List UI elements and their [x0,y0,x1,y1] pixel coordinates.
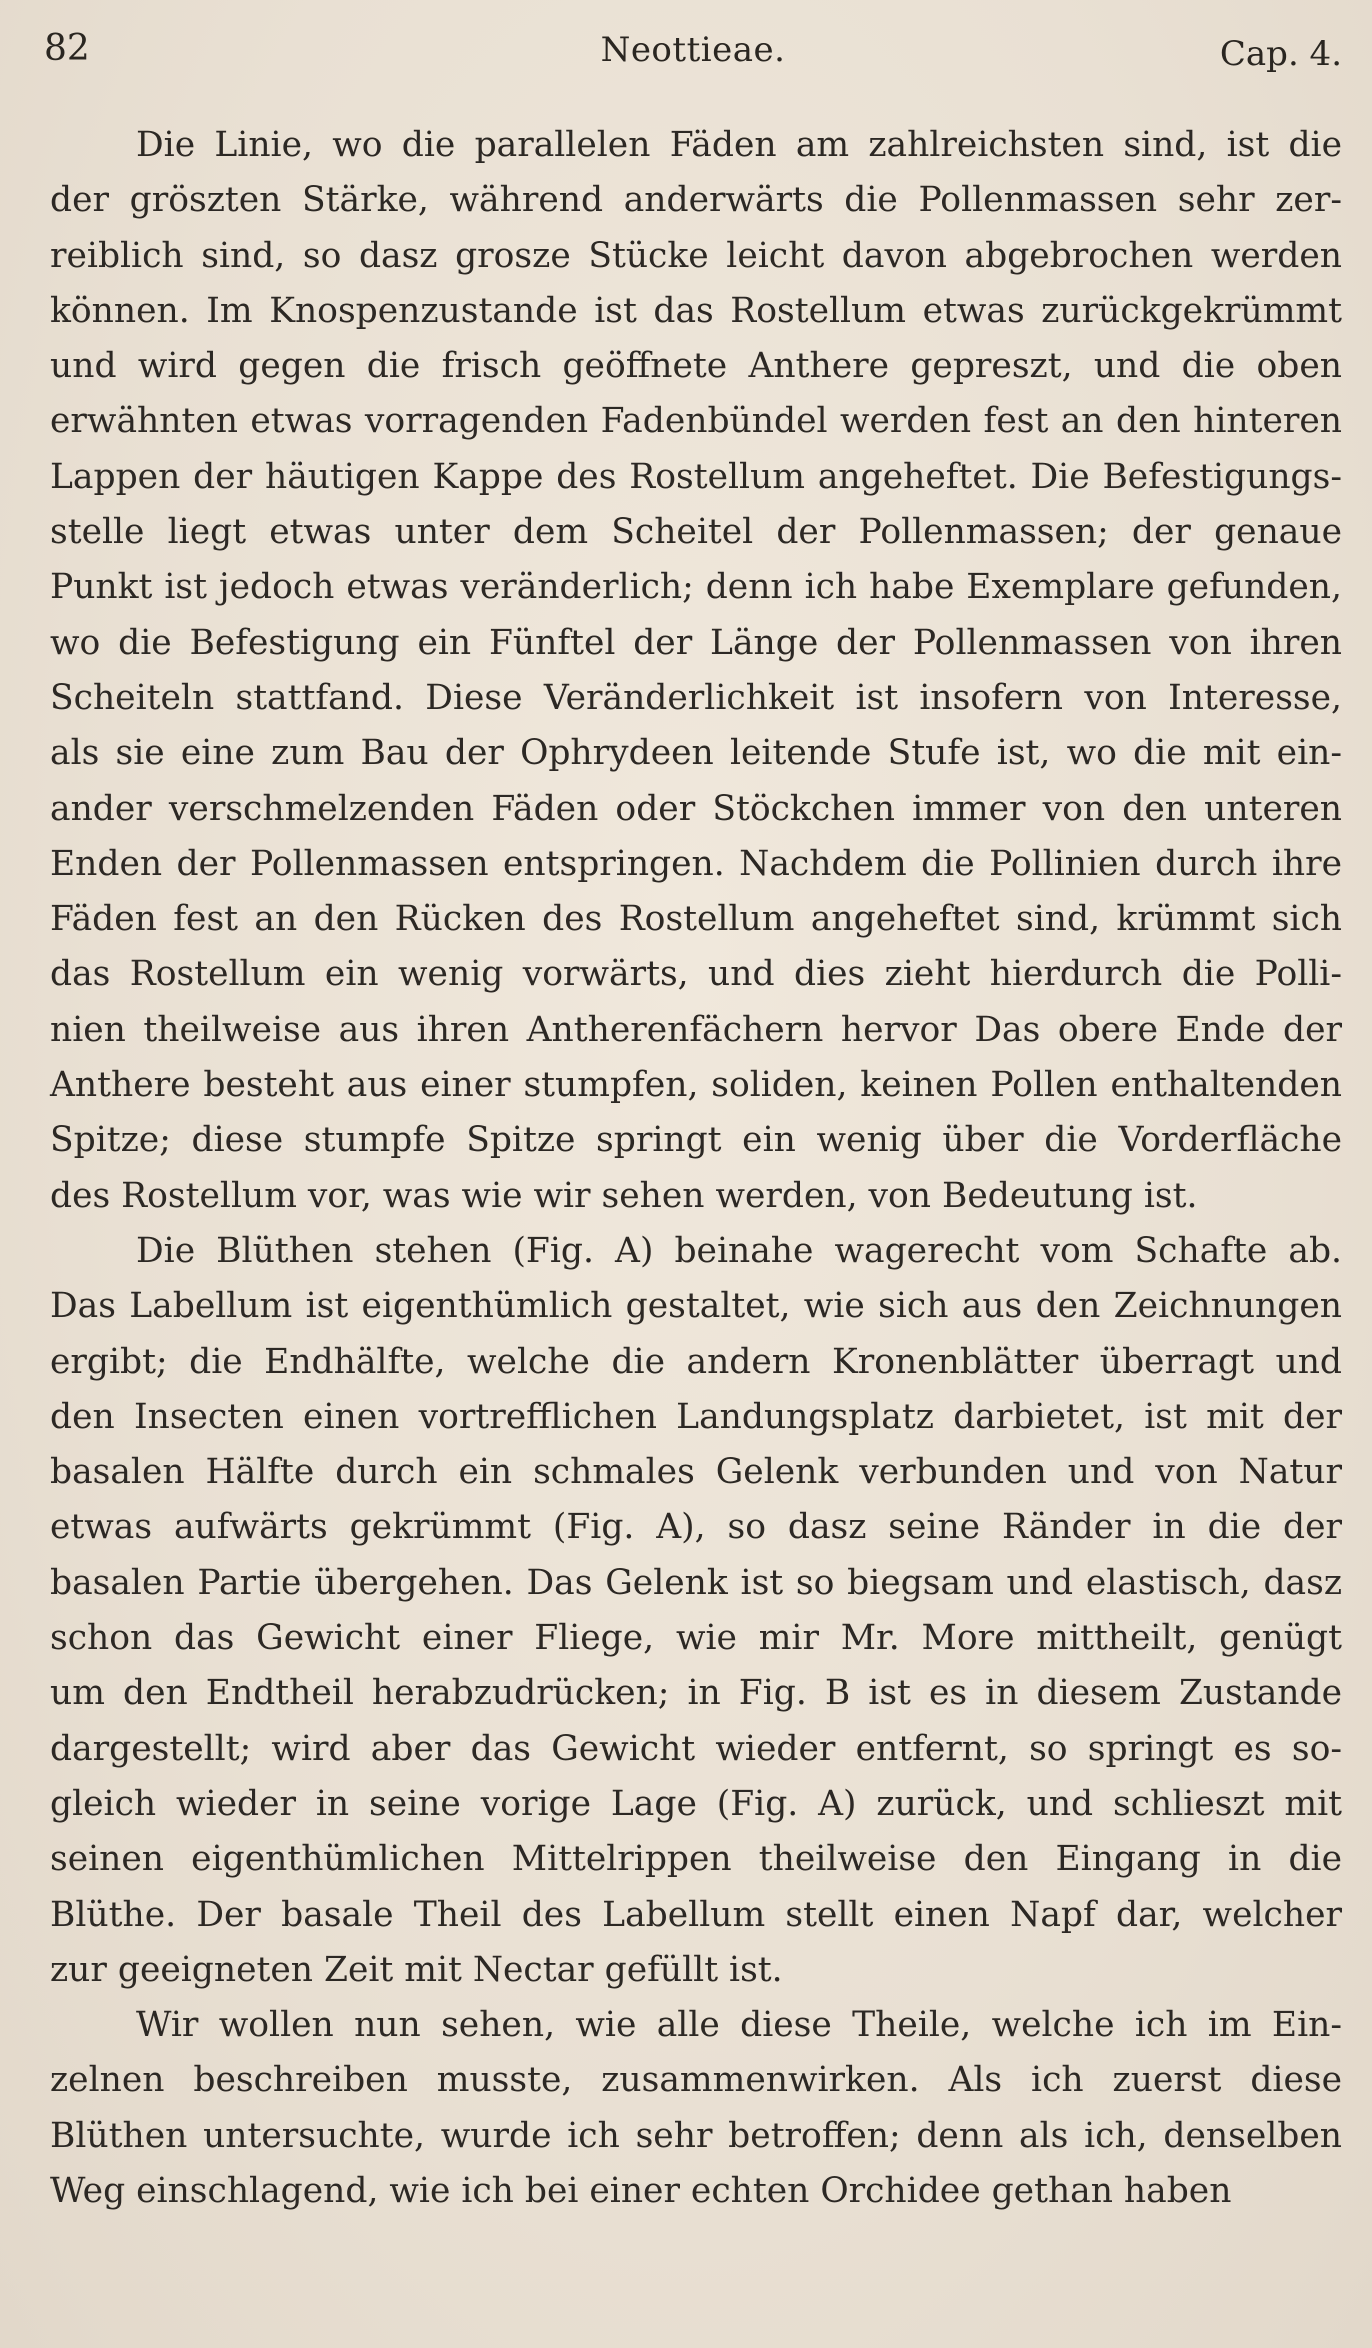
text-line: schon das Gewicht einer Fliege, wie mir Mr. More mittheilt, genügt [50,1618,1342,1659]
text-line: der gröszten Stärke, während anderwärts die Pollenmassen sehr zer- [50,180,1342,221]
text-line: Die Linie, wo die parallelen Fäden am zahlreichsten sind, ist die [136,125,1342,165]
text-line: des Rostellum vor, was wie wir sehen werden, von Bedeutung ist. [50,1175,1198,1216]
text-line: erwähnten etwas vorragenden Fadenbündel werden fest an den hinteren [50,401,1342,442]
text-line: Blüthe. Der basale Theil des Labellum stellt einen Napf dar, welcher [50,1894,1342,1935]
text-line: Scheiteln stattfand. Diese Veränderlichkeit ist insofern von Interesse, [50,677,1342,718]
text-line: nien theilweise aus ihren Antherenfächern hervor Das obere Ende der [50,1009,1342,1050]
text-line: Die Blüthen stehen (Fig. A) beinahe wagerecht vom Schafte ab. [136,1230,1342,1271]
text-line: können. Im Knospenzustande ist das Rostellum etwas zurückgekrümmt [50,290,1342,331]
text-line: ander verschmelzenden Fäden oder Stöckchen immer von den unteren [50,788,1342,829]
text-line: und wird gegen die frisch geöffnete Anthere gepreszt, und die oben [50,346,1342,387]
running-title: Neottieae. [600,30,786,70]
text-line: reiblich sind, so dasz grosze Stücke leicht davon abgebrochen werden [50,235,1342,276]
chapter-label: Cap. 4. [1219,34,1342,74]
text-line: gleich wieder in seine vorige Lage (Fig. A) zurück, und schlieszt mit [50,1783,1342,1824]
text-line: Weg einschlagend, wie ich bei einer echten Orchidee gethan haben [50,2170,1232,2211]
text-line: Spitze; diese stumpfe Spitze springt ein wenig über die Vorderfläche [50,1120,1342,1161]
text-line: den Insecten einen vortrefflichen Landungsplatz darbietet, ist mit der [50,1396,1342,1437]
text-line: ergibt; die Endhälfte, welche die andern Kronenblätter überragt und [50,1341,1342,1382]
text-line: Punkt ist jedoch etwas veränderlich; denn ich habe Exemplare gefunden, [50,567,1342,608]
text-line: zelnen beschreiben musste, zusammenwirken. Als ich zuerst diese [50,2060,1342,2101]
paragraph-container [50,118,1342,2219]
text-line: zur geeigneten Zeit mit Nectar gefüllt ist. [50,1949,783,1990]
paragraph [50,1224,1342,1998]
text-line: Blüthen untersuchte, wurde ich sehr betroffen; denn als ich, denselben [50,2115,1342,2156]
text-line: das Rostellum ein wenig vorwärts, und dies zieht hierdurch die Polli- [50,954,1342,995]
text-line: wo die Befestigung ein Fünftel der Länge der Pollenmassen von ihren [50,622,1342,663]
text-line: Anthere besteht aus einer stumpfen, soliden, keinen Pollen enthaltenden [50,1065,1342,1106]
text-line: als sie eine zum Bau der Ophrydeen leitende Stufe ist, wo die mit ein- [50,733,1342,774]
text-line: dargestellt; wird aber das Gewicht wieder entfernt, so springt es so- [50,1728,1342,1769]
text-line: Lappen der häutigen Kappe des Rostellum angeheftet. Die Befestigungs- [50,456,1342,497]
text-line: um den Endtheil herabzudrücken; in Fig. B ist es in diesem Zustande [50,1673,1342,1714]
text-line: stelle liegt etwas unter dem Scheitel der Pollenmassen; der genaue [50,512,1342,553]
page-number: 82 [44,28,90,69]
text-line: seinen eigenthümlichen Mittelrippen theilweise den Eingang in die [50,1839,1342,1880]
paragraph [50,118,1342,1224]
text-line: basalen Hälfte durch ein schmales Gelenk verbunden und von Natur [50,1452,1342,1493]
body-text [50,118,1342,2219]
text-line: basalen Partie übergehen. Das Gelenk ist so biegsam und elastisch, dasz [50,1562,1342,1603]
page-header [44,28,1342,78]
text-line: etwas aufwärts gekrümmt (Fig. A), so dasz seine Ränder in die der [50,1507,1342,1548]
text-line: Das Labellum ist eigenthümlich gestaltet, wie sich aus den Zeichnungen [50,1286,1342,1327]
text-line: Wir wollen nun sehen, wie alle diese Theile, welche ich im Ein- [136,2005,1342,2046]
text-line: Enden der Pollenmassen entspringen. Nachdem die Pollinien durch ihre [50,843,1342,884]
paragraph [50,1998,1342,2219]
text-line: Fäden fest an den Rücken des Rostellum angeheftet sind, krümmt sich [50,899,1342,940]
